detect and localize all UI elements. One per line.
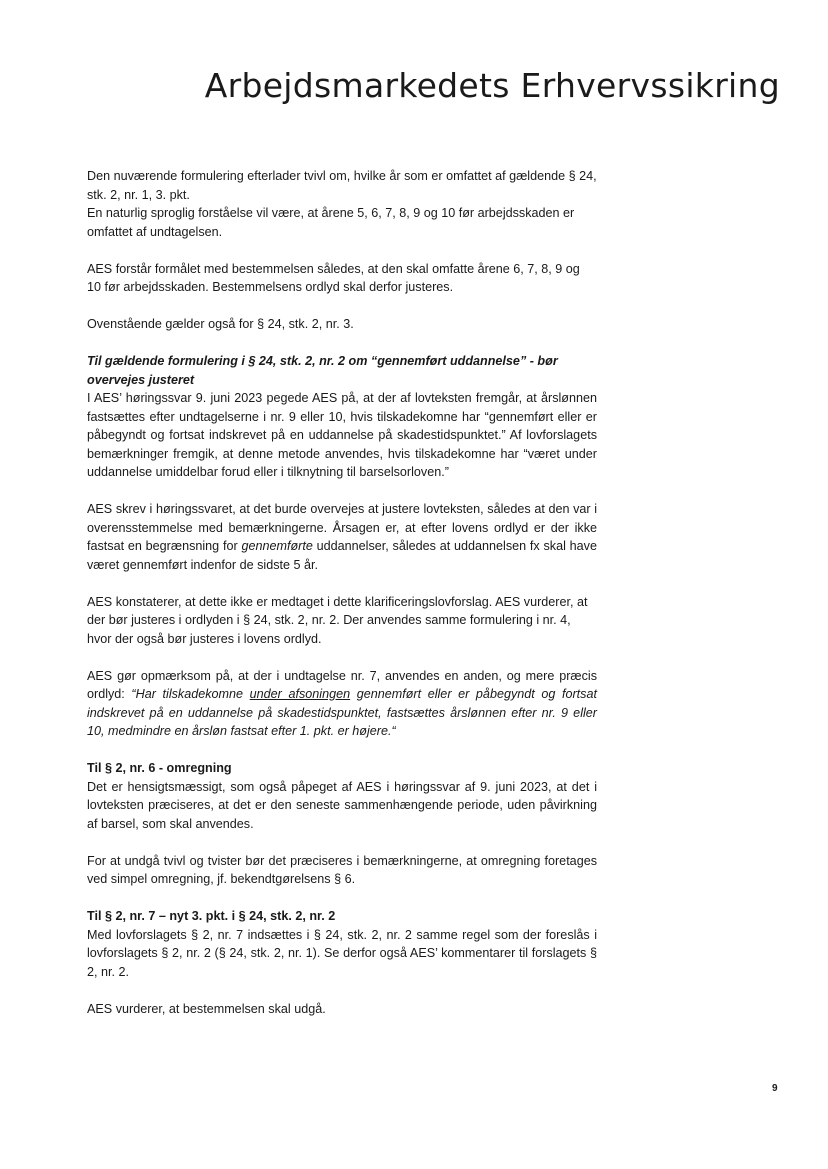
paragraph-7-quote-underline: under afsoningen: [249, 687, 351, 701]
paragraph-1-sentence-b: En naturlig sproglig forståelse vil være, at årene 5, 6, 7, 8, 9 og 10 før arbejdsskaden er omfattet af undtagelsen.: [87, 206, 575, 239]
paragraph-5-emphasis: gennemførte: [241, 539, 313, 553]
page-number: 9: [772, 1083, 778, 1094]
paragraph-6: AES konstaterer, at dette ikke er medtaget i dette klarificeringslovforslag. AES vurderer, at der bør justeres i ordlyden i § 24, stk. 2, nr. 2. Der anvendes samme formulering i nr. 4, hvor der også bør justeres i lovens ordlyd.: [87, 594, 588, 646]
section-3-heading: Til § 2, nr. 7 – nyt 3. pkt. i § 24, stk. 2, nr. 2: [87, 909, 336, 923]
section-2-heading: Til § 2, nr. 6 - omregning: [87, 761, 232, 775]
paragraph-7: [87, 667, 597, 741]
section-1: [87, 352, 597, 482]
paragraph-11: AES vurderer, at bestemmelsen skal udgå.: [87, 1001, 326, 1016]
paragraph-7-text: AES gør opmærksom på, at der i undtagelse nr. 7, anvendes en anden, og mere præcis ordlyd:: [87, 668, 597, 701]
section-1-text: I AES’ høringssvar 9. juni 2023 pegede AES på, at der af lovteksten fremgår, at årslønnen fastsættes efter undtagelserne i nr. 9 eller 10, hvis tilskadekomne har “gennemført eller er påbegyndt og fortsat indskrevet på en uddannelse på skadestidspunktet.” Af lovforslagets bemærkninger fremgik, at denne metode anvendes, hvis tilskadekomne har “været under uddannelse umiddelbar forud eller i tilknytning til barselsorloven.”: [87, 391, 597, 479]
section-2-text: Det er hensigtsmæssigt, som også påpeget af AES i høringssvar af 9. juni 2023, at det i lovteksten præciseres, at det er den seneste sammenhængende periode, uden påvirkning af barsel, som skal anvendes.: [87, 779, 597, 831]
section-2: [87, 759, 597, 833]
paragraph-2: AES forstår formålet med bestemmelsen således, at den skal omfatte årene 6, 7, 8, 9 og 10 før arbejdsskaden. Bestemmelsens ordlyd skal derfor justeres.: [87, 261, 580, 294]
section-1-heading: Til gældende formulering i § 24, stk. 2, nr. 2 om “gennemført uddannelse” - bør overvejes justeret: [87, 354, 558, 387]
section-3: [87, 907, 597, 981]
paragraph-7-quote-start: “Har tilskadekomne: [131, 687, 250, 701]
document-body: [87, 167, 597, 1037]
paragraph-1: [87, 167, 597, 241]
paragraph-5: [87, 500, 597, 574]
paragraph-5-text-end: uddannelser, således at uddannelsen fx skal have været gennemført indenfor de sidste 5 år.: [87, 539, 597, 572]
paragraph-3: Ovenstående gælder også for § 24, stk. 2, nr. 3.: [87, 317, 354, 331]
paragraph-1-sentence-a: Den nuværende formulering efterlader tvivl om, hvilke år som er omfattet af gældende § 24, stk. 2, nr. 1, 3. pkt.: [87, 169, 597, 202]
page-header-title: Arbejdsmarkedets Erhvervssikring: [204, 66, 780, 105]
paragraph-7-quote-end: gennemført eller er påbegyndt og fortsat indskrevet på en uddannelse på skadestidspunktet, fastsættes årslønnen efter nr. 9 eller 10, medmindre en årsløn fastsat efter 1. pkt. er højere.“: [87, 687, 597, 738]
section-3-text: Med lovforslagets § 2, nr. 7 indsættes i § 24, stk. 2, nr. 2 samme regel som der foreslås i lovforslagets § 2, nr. 2 (§ 24, stk. 2, nr. 1). Se derfor også AES’ kommentarer til forslagets § 2, nr. 2.: [87, 927, 597, 979]
paragraph-5-text: AES skrev i høringssvaret, at det burde overvejes at justere lovteksten, således at den var i overensstemmelse med bemærkningerne. Årsagen er, at efter lovens ordlyd er der ikke fastsat en begrænsning for: [87, 502, 597, 553]
paragraph-9: For at undgå tvivl og tvister bør det præciseres i bemærkningerne, at omregning foretages ved simpel omregning, jf. bekendtgørelsens § 6.: [87, 853, 597, 886]
